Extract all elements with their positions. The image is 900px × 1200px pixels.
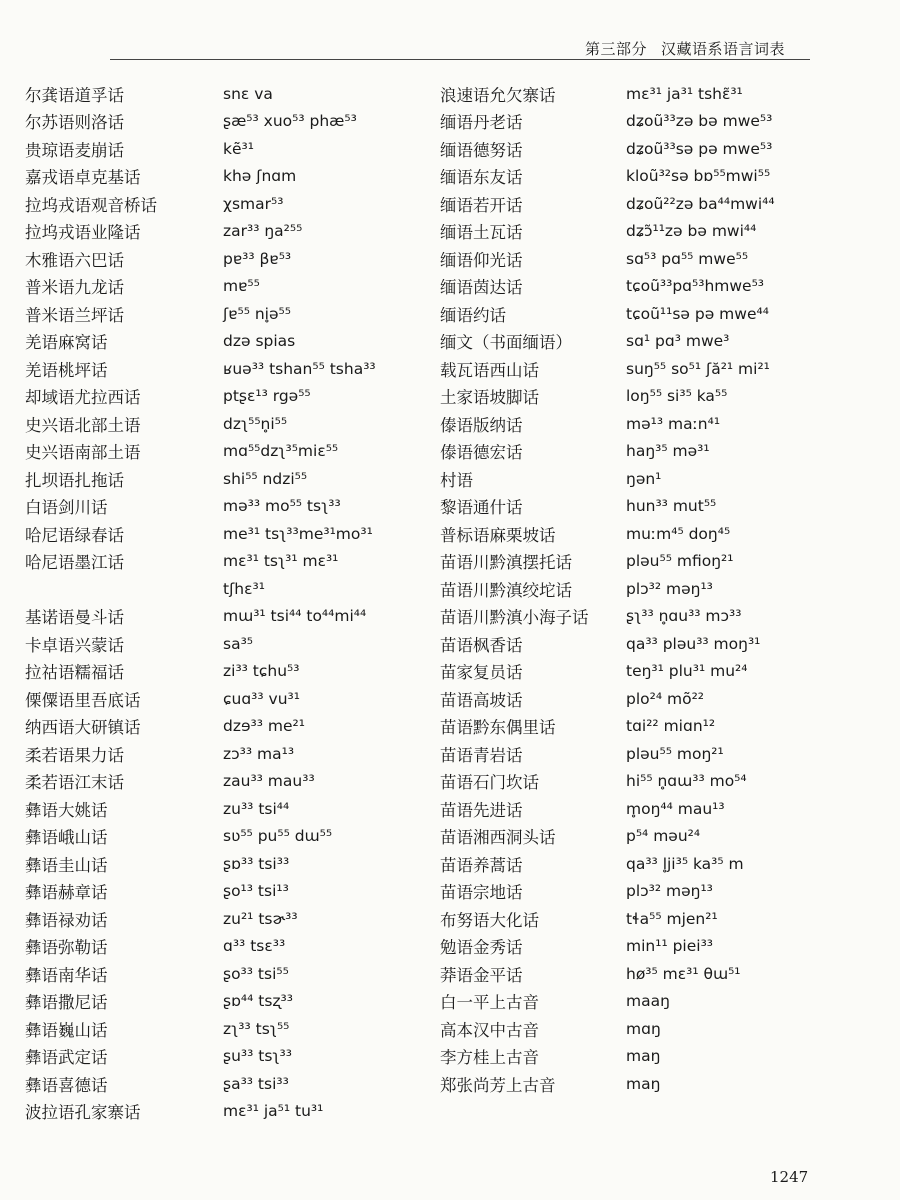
word-entry-row	[25, 273, 376, 301]
running-header	[585, 38, 805, 59]
dialect-name: 苗语枫香话	[440, 635, 523, 655]
phonetic-form: maaŋ	[626, 992, 670, 1011]
phonetic-form: mɛ³¹ ja⁵¹ tu³¹	[223, 1102, 324, 1121]
phonetic-form: snɛ va	[223, 84, 273, 103]
phonetic-form: zɔ³³ ma¹³	[223, 744, 295, 763]
phonetic-form: hun³³ mut⁵⁵	[626, 497, 717, 516]
dialect-name: 彝语撒尼话	[25, 993, 108, 1013]
phonetic-form: shi⁵⁵ ndzi⁵⁵	[223, 469, 308, 488]
word-entry-row	[440, 850, 775, 878]
word-entry-row	[440, 520, 775, 548]
dialect-name: 苗语石门坎话	[440, 773, 539, 793]
header-rule	[110, 59, 810, 60]
phonetic-form: zʅ³³ tsʅ⁵⁵	[223, 1019, 290, 1038]
dialect-name: 苗语川黔滇小海子话	[440, 608, 589, 628]
page-number: 1247	[770, 1168, 809, 1186]
dialect-name: 苗语川黔滇摆托话	[440, 553, 572, 573]
phonetic-form: mɑŋ	[626, 1019, 661, 1038]
word-entry-row	[25, 1070, 376, 1098]
phonetic-form: tʃhɛ³¹	[223, 579, 265, 598]
dialect-name: 彝语喜德话	[25, 1075, 108, 1095]
word-entry-row	[440, 768, 775, 796]
dialect-name: 白一平上古音	[440, 993, 539, 1013]
word-entry-row	[25, 465, 376, 493]
dialect-name: 缅语德努话	[440, 140, 523, 160]
dialect-name: 史兴语北部土语	[25, 415, 141, 435]
dialect-name: 高本汉中古音	[440, 1020, 539, 1040]
phonetic-form: kloũ³²sə bɒ⁵⁵mwi⁵⁵	[626, 167, 771, 186]
word-entry-row	[25, 438, 376, 466]
word-entry-row	[440, 190, 775, 218]
word-entry-row	[25, 383, 376, 411]
dialect-name: 贵琼语麦崩话	[25, 140, 124, 160]
word-entry-row	[25, 190, 376, 218]
phonetic-form: tɬa⁵⁵ mjen²¹	[626, 909, 718, 928]
dialect-name: 卡卓语兴蒙话	[25, 635, 124, 655]
phonetic-form: ʂɒ⁴⁴ tsʐ³³	[223, 992, 293, 1011]
word-entry-row	[440, 988, 775, 1016]
phonetic-form: qa³³ l̥ji³⁵ ka³⁵ m	[626, 854, 744, 873]
word-entry-row	[25, 850, 376, 878]
dialect-name: 缅语东友话	[440, 168, 523, 188]
dialect-name: 苗语青岩话	[440, 745, 523, 765]
word-entry-row	[440, 658, 775, 686]
dialect-name: 村语	[440, 470, 473, 490]
phonetic-form: dʑoũ³³zə bə mwe⁵³	[626, 112, 773, 131]
word-entry-row	[25, 218, 376, 246]
dialect-name: 勉语金秀话	[440, 938, 523, 958]
dialect-name: 彝语峨山话	[25, 828, 108, 848]
word-entry-row	[440, 1070, 775, 1098]
phonetic-form: mɯ³¹ tsi⁴⁴ to⁴⁴mi⁴⁴	[223, 607, 367, 626]
word-entry-row	[25, 163, 376, 191]
phonetic-form: mɑ⁵⁵dzʅ³⁵miɛ⁵⁵	[223, 442, 339, 461]
phonetic-form: muːm⁴⁵ doŋ⁴⁵	[626, 524, 731, 543]
dialect-name: 缅语土瓦话	[440, 223, 523, 243]
phonetic-form: dʑoũ²²zə ba⁴⁴mwi⁴⁴	[626, 194, 775, 213]
word-entry-row	[440, 685, 775, 713]
phonetic-form: pləu⁵⁵ moŋ²¹	[626, 744, 724, 763]
dialect-name: 郑张尚芳上古音	[440, 1075, 556, 1095]
dialect-name: 载瓦语西山话	[440, 360, 539, 380]
dialect-name: 缅语约话	[440, 305, 506, 325]
dialect-name: 布努语大化话	[440, 910, 539, 930]
dialect-name: 苗语高坡话	[440, 690, 523, 710]
phonetic-form: suŋ⁵⁵ so⁵¹ ʃă²¹ mi²¹	[626, 359, 770, 378]
dialect-name: 彝语大姚话	[25, 800, 108, 820]
phonetic-form: dzɘ³³ me²¹	[223, 717, 305, 736]
dialect-name: 彝语禄劝话	[25, 910, 108, 930]
dialect-name: 纳西语大研镇话	[25, 718, 141, 738]
phonetic-form: plo²⁴ mõ²²	[626, 689, 704, 708]
word-entry-row	[25, 328, 376, 356]
phonetic-form: mə¹³ maːn⁴¹	[626, 414, 721, 433]
word-entry-row	[25, 245, 376, 273]
word-entry-row	[440, 218, 775, 246]
word-entry-row	[25, 878, 376, 906]
word-entry-row	[440, 163, 775, 191]
dialect-name: 苗语宗地话	[440, 883, 523, 903]
word-entry-row	[25, 905, 376, 933]
phonetic-form: m̥oŋ⁴⁴ mau¹³	[626, 799, 725, 818]
dialect-name: 彝语弥勒话	[25, 938, 108, 958]
word-entry-row	[25, 685, 376, 713]
word-entry-row	[25, 630, 376, 658]
dialect-name: 拉坞戎语观音桥话	[25, 195, 157, 215]
word-entry-row	[25, 603, 376, 631]
phonetic-form: mɐ⁵⁵	[223, 277, 260, 296]
phonetic-form: sa³⁵	[223, 634, 254, 653]
dialect-name: 基诺语曼斗话	[25, 608, 124, 628]
word-entry-row	[25, 933, 376, 961]
dialect-name: 缅语丹老话	[440, 113, 523, 133]
phonetic-form: dzə spias	[223, 332, 296, 351]
word-entry-row	[440, 80, 775, 108]
word-entry-row	[25, 108, 376, 136]
word-entry-row	[440, 355, 775, 383]
phonetic-form: tɕoũ¹¹sə pə mwe⁴⁴	[626, 304, 769, 323]
phonetic-form: min¹¹ piei³³	[626, 937, 713, 956]
dialect-name: 苗语养蒿话	[440, 855, 523, 875]
dialect-name: 黎语通什话	[440, 498, 523, 518]
word-entry-row	[25, 658, 376, 686]
phonetic-form: me³¹ tsʅ³³me³¹mo³¹	[223, 524, 373, 543]
word-entry-row	[440, 328, 775, 356]
phonetic-form: ʂɒ³³ tsi³³	[223, 854, 290, 873]
word-entry-row	[440, 713, 775, 741]
dialect-name: 傈僳语里吾底话	[25, 690, 141, 710]
phonetic-form: kẽ³¹	[223, 139, 254, 158]
phonetic-form: ʁuə³³ tshan⁵⁵ tsha³³	[223, 359, 376, 378]
phonetic-form: ɕuɑ³³ vu³¹	[223, 689, 300, 708]
word-entry-row	[25, 575, 376, 603]
word-entry-row	[440, 905, 775, 933]
phonetic-form: ʂæ⁵³ xuo⁵³ phæ⁵³	[223, 112, 357, 131]
word-entry-row	[25, 355, 376, 383]
dialect-name: 哈尼语墨江话	[25, 553, 124, 573]
phonetic-form: qa³³ pləu³³ moŋ³¹	[626, 634, 761, 653]
word-entry-row	[25, 768, 376, 796]
word-entry-row	[440, 135, 775, 163]
word-entry-row	[440, 823, 775, 851]
phonetic-form: tɕoũ³³pɑ⁵³hmwe⁵³	[626, 277, 765, 296]
word-entry-row	[25, 410, 376, 438]
dialect-name: 彝语赫章话	[25, 883, 108, 903]
phonetic-form: ɑ³³ tsɛ³³	[223, 937, 286, 956]
phonetic-form: pləu⁵⁵ mfioŋ²¹	[626, 552, 734, 571]
dialect-name: 傣语德宏话	[440, 443, 523, 463]
right-column	[440, 80, 775, 1098]
phonetic-form: teŋ³¹ plu³¹ mu²⁴	[626, 662, 748, 681]
phonetic-form: khə ʃnɑm	[223, 167, 297, 186]
dialect-name: 柔若语果力话	[25, 745, 124, 765]
word-entry-row	[25, 795, 376, 823]
word-entry-row	[25, 1015, 376, 1043]
dialect-name: 木雅语六巴话	[25, 250, 124, 270]
phonetic-form: hø³⁵ mɛ³¹ θɯ⁵¹	[626, 964, 741, 983]
word-entry-row	[25, 740, 376, 768]
dialect-name: 柔若语江末话	[25, 773, 124, 793]
phonetic-form: ŋən¹	[626, 469, 662, 488]
word-entry-row	[440, 1043, 775, 1071]
dialect-name: 彝语武定话	[25, 1048, 108, 1068]
word-entry-row	[440, 438, 775, 466]
word-entry-row	[440, 245, 775, 273]
phonetic-form: ptʂɛ¹³ rgə⁵⁵	[223, 387, 311, 406]
word-entry-row	[440, 273, 775, 301]
word-entry-row	[440, 878, 775, 906]
word-entry-row	[440, 410, 775, 438]
word-entry-row	[25, 135, 376, 163]
word-entry-row	[440, 740, 775, 768]
dialect-name: 莽语金平话	[440, 965, 523, 985]
phonetic-form: plɔ³² məŋ¹³	[626, 882, 713, 901]
phonetic-form: pɐ³³ βɐ⁵³	[223, 249, 292, 268]
phonetic-form: mɛ³¹ ja³¹ tshɛ̃³¹	[626, 84, 743, 103]
dialect-name: 白语剑川话	[25, 498, 108, 518]
phonetic-form: ʂʅ³³ n̥ɑu³³ mɔ³³	[626, 607, 742, 626]
dialect-name: 缅文（书面缅语）	[440, 333, 572, 353]
phonetic-form: zu³³ tsi⁴⁴	[223, 799, 290, 818]
phonetic-form: sʋ⁵⁵ pu⁵⁵ dɯ⁵⁵	[223, 827, 333, 846]
dialect-name: 苗语先进话	[440, 800, 523, 820]
phonetic-form: loŋ⁵⁵ si³⁵ ka⁵⁵	[626, 387, 728, 406]
dialect-name: 羌语麻窝话	[25, 333, 108, 353]
dialect-name: 彝语圭山话	[25, 855, 108, 875]
phonetic-form: zau³³ mau³³	[223, 772, 315, 791]
phonetic-form: zar³³ ŋa²⁵⁵	[223, 222, 303, 241]
dialect-name: 史兴语南部土语	[25, 443, 141, 463]
word-entry-row	[440, 465, 775, 493]
word-entry-row	[25, 520, 376, 548]
word-entry-row	[440, 383, 775, 411]
word-entry-row	[440, 493, 775, 521]
dialect-name: 彝语南华话	[25, 965, 108, 985]
dialect-name: 缅语茵达话	[440, 278, 523, 298]
dialect-name: 缅语仰光话	[440, 250, 523, 270]
dialect-name: 彝语巍山话	[25, 1020, 108, 1040]
phonetic-form: zi³³ tɕhu⁵³	[223, 662, 300, 681]
word-entry-row	[440, 795, 775, 823]
word-entry-row	[25, 300, 376, 328]
phonetic-form: ʂo³³ tsi⁵⁵	[223, 964, 289, 983]
header-title: 汉藏语系语言词表	[661, 40, 786, 58]
header-part: 第三部分	[585, 40, 648, 58]
phonetic-form: ʂa³³ tsi³³	[223, 1074, 289, 1093]
dialect-name: 羌语桃坪话	[25, 360, 108, 380]
phonetic-form: plɔ³² məŋ¹³	[626, 579, 713, 598]
left-column	[25, 80, 376, 1125]
word-entry-row	[440, 933, 775, 961]
phonetic-form: maŋ	[626, 1047, 661, 1066]
word-entry-row	[440, 630, 775, 658]
word-entry-row	[440, 1015, 775, 1043]
phonetic-form: p⁵⁴ məu²⁴	[626, 827, 701, 846]
word-entry-row	[25, 80, 376, 108]
dialect-name: 苗语湘西洞头话	[440, 828, 556, 848]
dialect-name: 苗家复员话	[440, 663, 523, 683]
dialect-name: 苗语黔东偶里话	[440, 718, 556, 738]
dialect-name: 缅语若开话	[440, 195, 523, 215]
dialect-name: 尔苏语则洛话	[25, 113, 124, 133]
dialect-name: 李方桂上古音	[440, 1048, 539, 1068]
dialect-name: 拉坞戎语业隆话	[25, 223, 141, 243]
word-entry-row	[25, 823, 376, 851]
word-entry-row	[25, 1043, 376, 1071]
dialect-name: 苗语川黔滇绞坨话	[440, 580, 572, 600]
word-entry-row	[25, 1098, 376, 1126]
word-entry-row	[25, 713, 376, 741]
dialect-name: 波拉语孔家寨话	[25, 1103, 141, 1123]
phonetic-form: mɛ³¹ tsʅ³¹ mɛ³¹	[223, 552, 339, 571]
dialect-name: 拉祜语糯福话	[25, 663, 124, 683]
phonetic-form: dʑoũ³³sə pə mwe⁵³	[626, 139, 773, 158]
dialect-name: 嘉戎语卓克基话	[25, 168, 141, 188]
word-entry-row	[440, 575, 775, 603]
word-entry-row	[25, 960, 376, 988]
word-entry-row	[440, 108, 775, 136]
word-entry-row	[440, 548, 775, 576]
dialect-name: 普米语兰坪话	[25, 305, 124, 325]
phonetic-form: hi⁵⁵ n̥ɑɯ³³ mo⁵⁴	[626, 772, 747, 791]
word-entry-row	[440, 960, 775, 988]
dialect-name: 浪速语允欠寨话	[440, 85, 556, 105]
dialect-name: 普标语麻栗坡话	[440, 525, 556, 545]
phonetic-form: tɑi²² miɑn¹²	[626, 717, 716, 736]
word-entry-row	[440, 603, 775, 631]
phonetic-form: ʂo¹³ tsi¹³	[223, 882, 289, 901]
word-entry-row	[25, 548, 376, 576]
phonetic-form: maŋ	[626, 1074, 661, 1093]
phonetic-form: mə³³ mo⁵⁵ tsʅ³³	[223, 497, 341, 516]
dialect-name: 却域语尤拉西话	[25, 388, 141, 408]
dialect-name: 普米语九龙话	[25, 278, 124, 298]
dialect-name: 土家语坡脚话	[440, 388, 539, 408]
word-entry-row	[440, 300, 775, 328]
word-entry-row	[25, 493, 376, 521]
phonetic-form: dzʅ⁵⁵n̥i⁵⁵	[223, 414, 288, 433]
word-entry-row	[25, 988, 376, 1016]
phonetic-form: ʃɐ⁵⁵ ni̥ə⁵⁵	[223, 304, 291, 323]
dialect-name: 哈尼语绿春话	[25, 525, 124, 545]
phonetic-form: ʂu³³ tsʅ³³	[223, 1047, 292, 1066]
dialect-name: 尔龚语道孚话	[25, 85, 124, 105]
phonetic-form: sɑ⁵³ pɑ⁵⁵ mwe⁵⁵	[626, 249, 749, 268]
phonetic-form: χsmar⁵³	[223, 194, 284, 213]
phonetic-form: dʑɔ̃¹¹zə bə mwi⁴⁴	[626, 222, 757, 241]
phonetic-form: sɑ¹ pɑ³ mwe³	[626, 332, 730, 351]
phonetic-form: zu²¹ tsɚ³³	[223, 909, 298, 928]
phonetic-form: haŋ³⁵ mə³¹	[626, 442, 710, 461]
dialect-name: 傣语版纳话	[440, 415, 523, 435]
dialect-name: 扎坝语扎拖话	[25, 470, 124, 490]
